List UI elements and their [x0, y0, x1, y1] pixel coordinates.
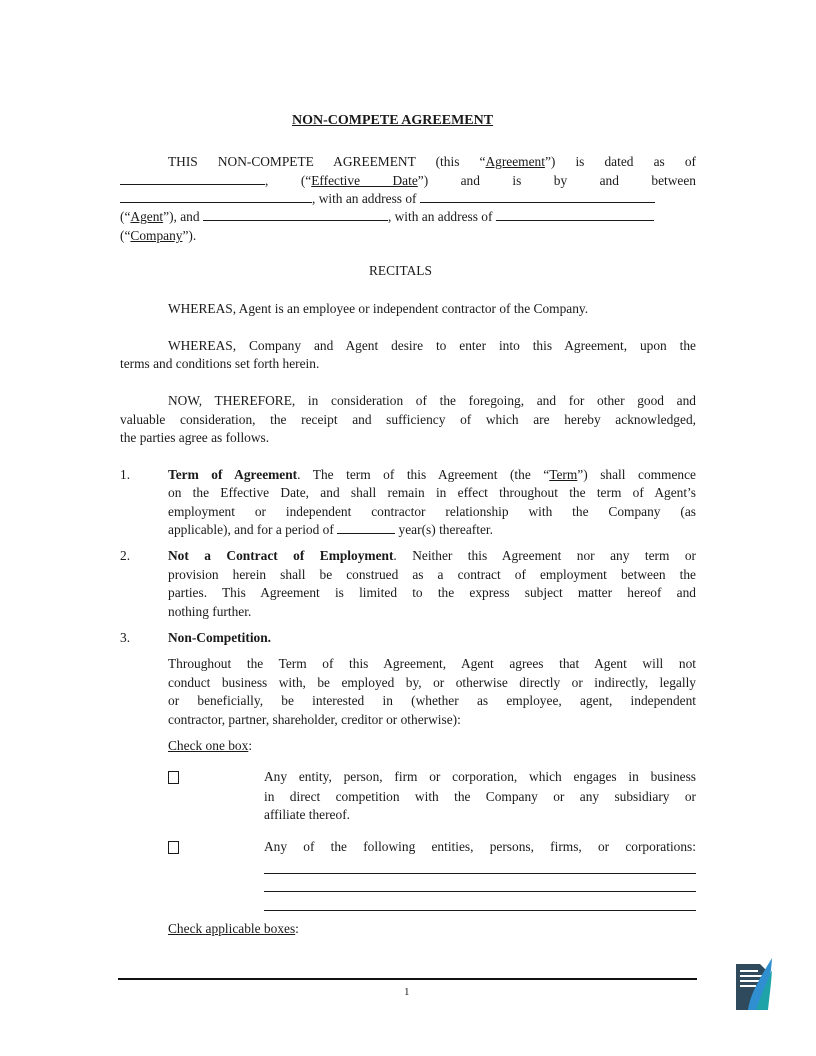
- page-number: 1: [404, 986, 410, 998]
- section-2-number: 2.: [120, 548, 131, 563]
- section-1-line-4: applicable), and for a period of year(s) thereafter.: [168, 522, 493, 537]
- option-2-blank-line-1[interactable]: [264, 873, 696, 874]
- option-2-blank-line-3[interactable]: [264, 910, 696, 911]
- section-2-line-3: parties. This Agreement is limited to the express subject matter hereof and: [168, 585, 696, 600]
- section-3-paragraph-line-3: or beneficially, be interested in (whether as employee, agent, independent: [168, 693, 696, 708]
- section-3-heading: Non-Competition.: [168, 630, 272, 645]
- intro-line-2: , (“Effective Date”) and is by and between: [120, 172, 696, 191]
- section-2-line-1: Not a Contract of Employment. Neither this Agreement nor any term or: [168, 548, 697, 563]
- recitals-heading: RECITALS: [369, 263, 432, 278]
- whereas-paragraph-2-line-2: terms and conditions set forth herein.: [120, 356, 320, 371]
- section-3-paragraph-line-4: contractor, partner, shareholder, creditor or otherwise):: [168, 712, 461, 727]
- check-one-box-label: Check one box:: [168, 738, 253, 753]
- section-2-line-2: provision herein shall be construed as a contract of employment between the: [168, 567, 696, 582]
- company-address-blank[interactable]: [496, 208, 654, 221]
- section-2-line-4: nothing further.: [168, 604, 252, 619]
- period-blank[interactable]: [337, 521, 395, 534]
- intro-line-4: (“Agent”), and , with an address of: [120, 208, 654, 227]
- option-1-line-1: Any entity, person, firm or corporation, which engages in business: [264, 769, 696, 784]
- intro-line-3: , with an address of: [120, 190, 655, 209]
- checkbox-icon[interactable]: [168, 771, 179, 784]
- option-1-line-2: in direct competition with the Company or any subsidiary or: [264, 789, 696, 804]
- whereas-paragraph-2-line-1: WHEREAS, Company and Agent desire to enter into this Agreement, upon the: [168, 338, 696, 353]
- now-therefore-line-1: NOW, THEREFORE, in consideration of the foregoing, and for other good and: [168, 393, 696, 408]
- checkbox-icon[interactable]: [168, 841, 179, 854]
- intro-line-5: (“Company”).: [120, 228, 197, 243]
- document-title: NON-COMPETE AGREEMENT: [292, 113, 494, 128]
- agent-name-blank[interactable]: [120, 190, 312, 203]
- now-therefore-line-2: valuable consideration, the receipt and sufficiency of which are hereby acknowledged,: [120, 412, 696, 427]
- section-1-line-1: Term of Agreement. The term of this Agreement (the “Term”) shall commence: [168, 467, 696, 482]
- section-3-paragraph-line-2: conduct business with, be employed by, or otherwise directly or indirectly, legally: [168, 675, 696, 690]
- section-1-number: 1.: [120, 467, 131, 482]
- section-3-number: 3.: [120, 630, 131, 645]
- now-therefore-line-3: the parties agree as follows.: [120, 430, 270, 445]
- section-3-paragraph-line-1: Throughout the Term of this Agreement, Agent agrees that Agent will not: [168, 656, 696, 671]
- intro-line-1: THIS NON-COMPETE AGREEMENT (this “Agreement”) is dated as of: [168, 154, 696, 169]
- section-1-line-3: employment or independent contractor relationship with the Company (as: [168, 504, 696, 519]
- agent-address-blank[interactable]: [420, 190, 655, 203]
- document-logo-icon: [734, 956, 774, 1012]
- option-2-line-1: Any of the following entities, persons, firms, or corporations:: [264, 839, 696, 854]
- section-1-line-2: on the Effective Date, and shall remain in effect throughout the term of Agent’s: [168, 485, 696, 500]
- whereas-paragraph-1: WHEREAS, Agent is an employee or independent contractor of the Company.: [168, 301, 589, 316]
- option-2-blank-line-2[interactable]: [264, 891, 696, 892]
- check-applicable-boxes-label: Check applicable boxes:: [168, 921, 299, 936]
- option-1-line-3: affiliate thereof.: [264, 807, 350, 822]
- date-blank[interactable]: [120, 172, 265, 185]
- footer-rule: [118, 978, 697, 980]
- company-name-blank[interactable]: [203, 208, 388, 221]
